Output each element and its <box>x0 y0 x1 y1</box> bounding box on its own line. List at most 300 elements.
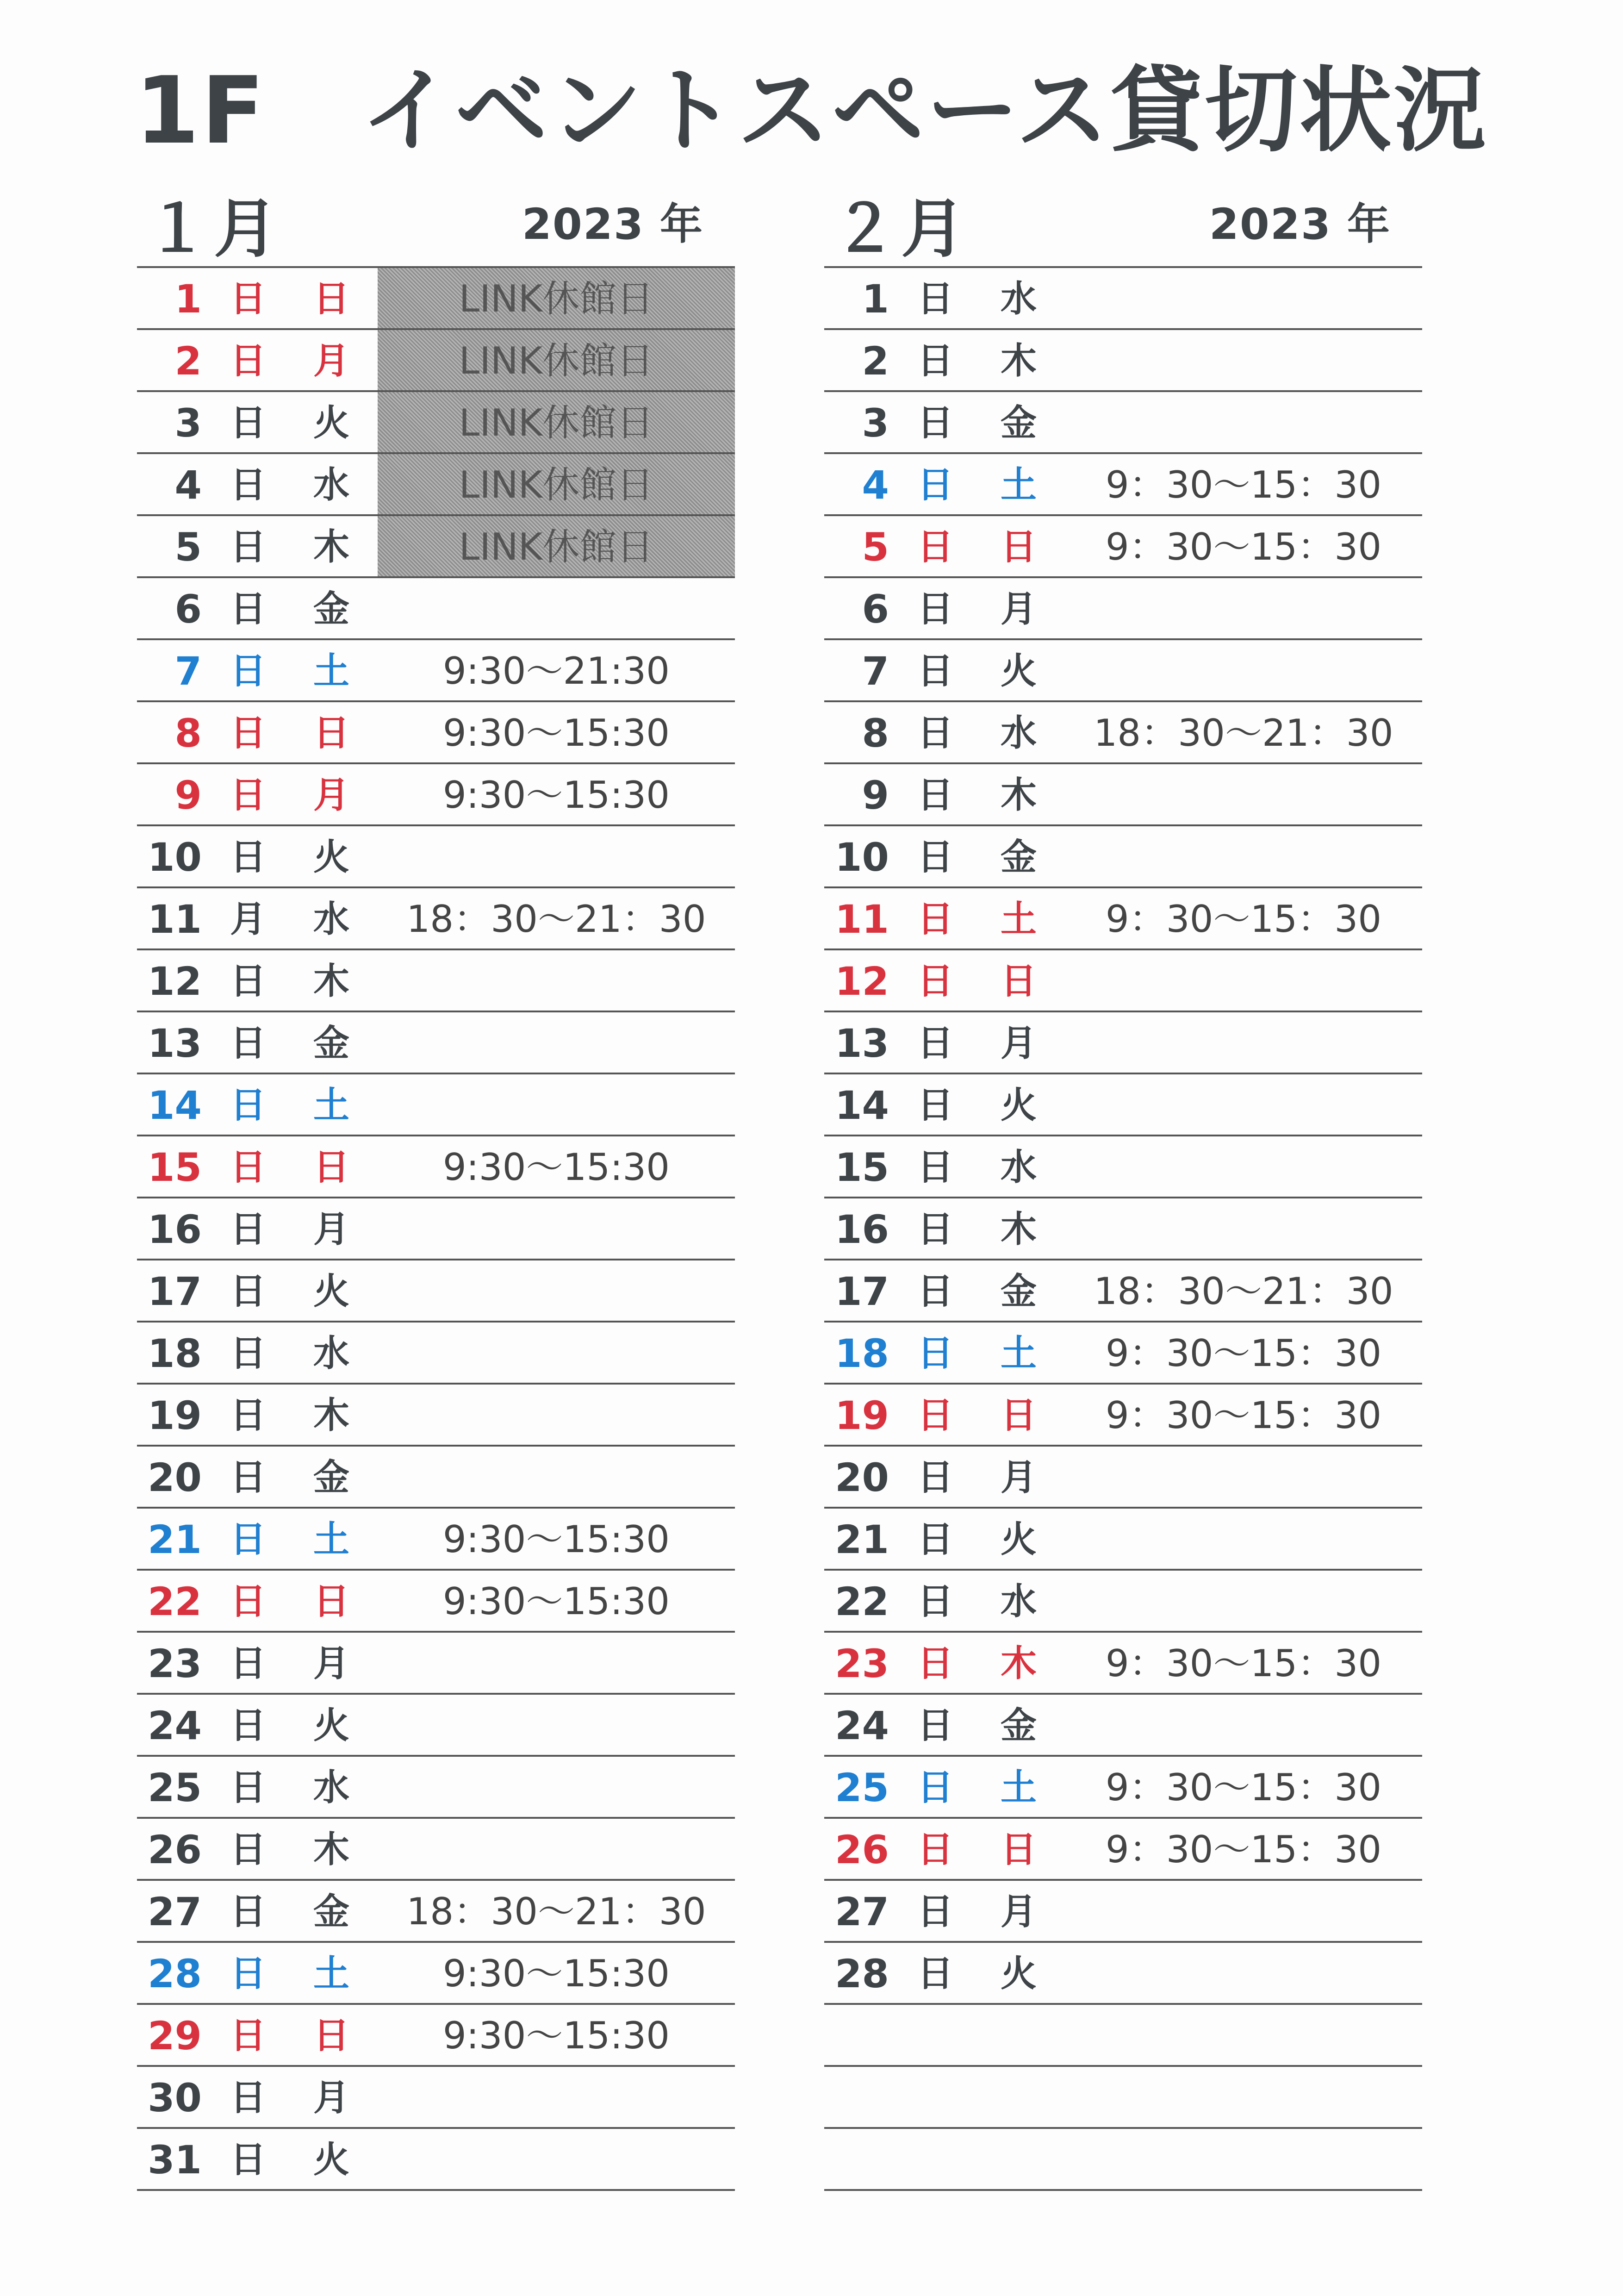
day-number: 10 <box>148 835 202 880</box>
booking-time <box>1065 1012 1422 1073</box>
table-row <box>137 392 735 454</box>
booking-time <box>1065 578 1422 638</box>
weekday: 月 <box>313 774 349 816</box>
closed-note: LINK休館日 <box>378 268 735 328</box>
table-row <box>137 2129 735 2191</box>
table-row <box>824 268 1422 330</box>
schedule-table-january <box>137 266 735 2191</box>
day-number: 18 <box>148 1331 202 1376</box>
table-row <box>137 826 735 888</box>
year-label: 2023 年 <box>1209 200 1391 249</box>
booking-time <box>378 1323 735 1383</box>
table-row <box>137 1943 735 2005</box>
day-unit: 日 <box>230 1519 266 1560</box>
day-number: 29 <box>148 2013 202 2059</box>
table-row <box>824 1323 1422 1385</box>
booking-time <box>1065 950 1422 1011</box>
day-unit: 日 <box>230 1147 266 1188</box>
day-unit: 日 <box>917 278 953 320</box>
day-number: 11 <box>148 897 202 942</box>
booking-time: 9:30～15:30 <box>442 2014 670 2057</box>
day-number: 28 <box>148 1951 202 1997</box>
day-unit: 日 <box>917 1457 953 1498</box>
day-unit: 日 <box>230 1457 266 1498</box>
booking-time: 18：30～21：30 <box>1094 1270 1393 1313</box>
booking-time <box>378 1198 735 1259</box>
table-row <box>137 1695 735 1757</box>
day-number: 2 <box>174 338 202 384</box>
weekday: 日 <box>313 1147 349 1188</box>
day-unit: 日 <box>917 1147 953 1188</box>
table-row <box>137 1819 735 1881</box>
weekday: 木 <box>313 961 349 1002</box>
booking-time: 9:30～15:30 <box>442 774 670 817</box>
schedule-table-february <box>824 266 1422 2191</box>
day-number: 22 <box>835 1579 889 1624</box>
table-row <box>824 1136 1422 1198</box>
day-number: 30 <box>148 2075 202 2121</box>
day-number: 25 <box>835 1765 889 1810</box>
weekday: 火 <box>313 402 349 444</box>
page-title: 1F イベントスペース貸切状況 <box>135 57 1488 165</box>
day-unit: 日 <box>917 774 953 816</box>
day-unit: 日 <box>917 1519 953 1560</box>
booking-time <box>1065 2129 1422 2189</box>
day-number: 22 <box>148 1579 202 1624</box>
booking-time: 9：30～15：30 <box>1105 1828 1382 1871</box>
day-unit: 日 <box>917 402 953 444</box>
booking-time <box>378 2067 735 2127</box>
day-unit: 日 <box>917 836 953 878</box>
booking-time <box>1065 1881 1422 1941</box>
booking-time <box>378 1385 735 1445</box>
day-number: 24 <box>835 1703 889 1748</box>
table-row <box>137 950 735 1012</box>
day-number: 11 <box>835 897 889 942</box>
booking-time: 9：30～15：30 <box>1105 898 1382 941</box>
day-unit: 日 <box>917 1767 953 1809</box>
booking-time: 18：30～21：30 <box>406 898 706 941</box>
month-label: ２月 <box>833 192 970 266</box>
day-number: 3 <box>862 400 889 446</box>
day-unit: 日 <box>230 650 266 692</box>
booking-time <box>1065 2005 1422 2065</box>
weekday: 水 <box>1000 1147 1037 1188</box>
closed-note: LINK休館日 <box>378 516 735 576</box>
day-number: 19 <box>148 1393 202 1438</box>
weekday: 金 <box>1000 836 1037 878</box>
weekday: 日 <box>1000 961 1037 1002</box>
weekday: 土 <box>313 1085 349 1126</box>
weekday: 水 <box>313 464 349 506</box>
weekday: 金 <box>313 1457 349 1498</box>
table-row <box>824 1819 1422 1881</box>
day-number: 21 <box>835 1517 889 1562</box>
day-unit: 日 <box>230 1023 266 1064</box>
day-number <box>824 2005 889 2065</box>
day-unit: 日 <box>230 1209 266 1250</box>
day-number: 6 <box>862 586 889 632</box>
day-number: 4 <box>174 462 202 508</box>
table-row <box>824 1074 1422 1136</box>
day-number: 25 <box>148 1765 202 1810</box>
table-row <box>137 2067 735 2129</box>
day-unit: 日 <box>230 1333 266 1374</box>
day-unit <box>912 2129 958 2189</box>
closed-note: LINK休館日 <box>378 330 735 390</box>
table-row <box>824 826 1422 888</box>
day-number: 16 <box>148 1207 202 1252</box>
day-unit: 日 <box>230 2077 266 2119</box>
weekday: 木 <box>313 1829 349 1871</box>
weekday: 木 <box>1000 1209 1037 1250</box>
weekday: 水 <box>1000 712 1037 754</box>
booking-time <box>378 1012 735 1073</box>
day-number: 7 <box>174 649 202 694</box>
day-number <box>824 2067 889 2127</box>
table-row <box>137 1074 735 1136</box>
day-number: 5 <box>862 524 889 570</box>
table-row <box>824 1509 1422 1571</box>
table-row <box>137 1881 735 1943</box>
day-unit: 日 <box>230 588 266 630</box>
weekday: 金 <box>1000 1271 1037 1312</box>
table-row <box>824 1385 1422 1447</box>
table-row <box>824 2129 1422 2191</box>
table-row <box>137 764 735 826</box>
booking-time <box>1065 1198 1422 1259</box>
table-row <box>824 640 1422 702</box>
booking-time <box>1065 1509 1422 1569</box>
weekday: 金 <box>1000 402 1037 444</box>
booking-time <box>378 1074 735 1135</box>
weekday: 土 <box>313 1953 349 1995</box>
booking-time <box>1065 268 1422 328</box>
weekday: 月 <box>313 2077 349 2119</box>
month-header-february <box>826 190 1428 268</box>
day-number: 2 <box>862 338 889 384</box>
day-unit: 日 <box>230 1643 266 1685</box>
table-row <box>824 1012 1422 1074</box>
table-row <box>824 1695 1422 1757</box>
booking-time <box>1065 1074 1422 1135</box>
weekday: 日 <box>1000 1395 1037 1436</box>
day-number: 9 <box>862 773 889 818</box>
table-row <box>824 888 1422 950</box>
month-label: １月 <box>145 192 283 266</box>
table-row <box>824 392 1422 454</box>
day-unit: 日 <box>917 1891 953 1933</box>
day-unit: 日 <box>917 1333 953 1374</box>
weekday: 土 <box>1000 1333 1037 1374</box>
table-row <box>824 2067 1422 2129</box>
booking-time <box>1065 640 1422 700</box>
table-row <box>824 764 1422 826</box>
day-unit: 日 <box>230 836 266 878</box>
day-unit: 日 <box>230 1891 266 1933</box>
weekday: 日 <box>313 2015 349 2057</box>
day-unit: 日 <box>917 1023 953 1064</box>
booking-time <box>378 1447 735 1507</box>
day-unit: 日 <box>917 1829 953 1871</box>
weekday: 土 <box>313 650 349 692</box>
day-number: 16 <box>835 1207 889 1252</box>
booking-time <box>1065 1695 1422 1755</box>
weekday: 月 <box>313 340 349 382</box>
day-number: 10 <box>835 835 889 880</box>
weekday: 月 <box>1000 1891 1037 1933</box>
day-unit: 日 <box>917 1581 953 1622</box>
table-row <box>824 1881 1422 1943</box>
booking-time: 9:30～21:30 <box>442 649 670 693</box>
booking-time: 9:30～15:30 <box>442 1952 670 1995</box>
weekday <box>991 2005 1046 2065</box>
table-row <box>824 2005 1422 2067</box>
day-number: 1 <box>862 276 889 322</box>
weekday: 木 <box>1000 340 1037 382</box>
day-unit: 日 <box>230 1085 266 1126</box>
day-number: 26 <box>835 1827 889 1872</box>
booking-time <box>1065 764 1422 824</box>
weekday: 日 <box>313 1581 349 1622</box>
table-row <box>824 330 1422 392</box>
weekday: 水 <box>313 898 349 940</box>
weekday: 火 <box>313 2139 349 2181</box>
day-unit: 日 <box>917 588 953 630</box>
weekday: 金 <box>1000 1705 1037 1747</box>
day-unit: 日 <box>917 1953 953 1995</box>
day-unit: 日 <box>230 1767 266 1809</box>
day-unit: 日 <box>917 1643 953 1685</box>
weekday: 月 <box>1000 588 1037 630</box>
closed-note: LINK休館日 <box>378 454 735 514</box>
day-unit: 日 <box>917 1271 953 1312</box>
day-unit: 日 <box>230 1581 266 1622</box>
day-unit: 日 <box>230 2015 266 2057</box>
table-row <box>137 578 735 640</box>
booking-time <box>378 2129 735 2189</box>
weekday: 土 <box>1000 898 1037 940</box>
weekday: 火 <box>1000 650 1037 692</box>
day-number: 23 <box>148 1641 202 1686</box>
booking-time: 9：30～15：30 <box>1105 463 1382 506</box>
weekday: 金 <box>313 1891 349 1933</box>
table-row <box>137 268 735 330</box>
weekday: 火 <box>313 1271 349 1312</box>
day-number: 19 <box>835 1393 889 1438</box>
day-unit: 日 <box>917 526 953 568</box>
weekday: 木 <box>1000 1643 1037 1685</box>
table-row <box>824 578 1422 640</box>
day-number: 15 <box>835 1145 889 1190</box>
table-row <box>137 702 735 764</box>
table-row <box>137 1136 735 1198</box>
day-unit <box>912 2067 958 2127</box>
day-unit: 日 <box>230 961 266 1002</box>
booking-time <box>378 1260 735 1321</box>
booking-time <box>378 578 735 638</box>
weekday: 水 <box>1000 278 1037 320</box>
booking-time <box>378 826 735 886</box>
table-row <box>824 1571 1422 1633</box>
day-number: 27 <box>148 1889 202 1934</box>
day-unit: 日 <box>230 712 266 754</box>
day-number: 31 <box>148 2137 202 2183</box>
table-row <box>137 1757 735 1819</box>
day-number: 26 <box>148 1827 202 1872</box>
booking-time: 9：30～15：30 <box>1105 1332 1382 1375</box>
day-number: 23 <box>835 1641 889 1686</box>
booking-time <box>1065 2067 1422 2127</box>
weekday: 木 <box>313 1395 349 1436</box>
day-number: 20 <box>148 1455 202 1500</box>
table-row <box>137 1012 735 1074</box>
weekday: 金 <box>313 588 349 630</box>
day-unit: 日 <box>917 650 953 692</box>
booking-time: 9:30～15:30 <box>442 1580 670 1623</box>
day-unit: 月 <box>230 898 266 940</box>
day-unit: 日 <box>917 464 953 506</box>
booking-time <box>1065 1136 1422 1197</box>
booking-time: 9：30～15：30 <box>1105 1766 1382 1809</box>
day-unit: 日 <box>917 898 953 940</box>
weekday: 月 <box>313 1643 349 1685</box>
table-row <box>824 1447 1422 1509</box>
day-number: 9 <box>174 773 202 818</box>
day-number: 13 <box>148 1021 202 1066</box>
table-row <box>137 1633 735 1695</box>
booking-time <box>378 950 735 1011</box>
day-number: 14 <box>835 1083 889 1128</box>
day-number: 4 <box>862 462 889 508</box>
day-unit: 日 <box>230 2139 266 2181</box>
table-row <box>137 640 735 702</box>
booking-time <box>378 1695 735 1755</box>
weekday: 日 <box>313 712 349 754</box>
day-unit: 日 <box>917 961 953 1002</box>
day-unit: 日 <box>917 1209 953 1250</box>
closed-note: LINK休館日 <box>378 392 735 452</box>
weekday: 月 <box>1000 1457 1037 1498</box>
table-row <box>824 516 1422 578</box>
table-row <box>137 888 735 950</box>
booking-time: 9：30～15：30 <box>1105 525 1382 568</box>
day-unit: 日 <box>230 1953 266 1995</box>
table-row <box>824 1633 1422 1695</box>
booking-time <box>378 1819 735 1879</box>
day-unit: 日 <box>230 774 266 816</box>
table-row <box>824 950 1422 1012</box>
month-header-january <box>139 190 740 268</box>
table-row <box>824 1198 1422 1260</box>
day-number: 8 <box>174 711 202 756</box>
table-row <box>824 1260 1422 1323</box>
day-unit: 日 <box>230 402 266 444</box>
booking-time: 9：30～15：30 <box>1105 1394 1382 1437</box>
booking-time: 9:30～15:30 <box>442 1146 670 1189</box>
day-unit: 日 <box>230 340 266 382</box>
booking-time: 9：30～15：30 <box>1105 1642 1382 1685</box>
weekday: 土 <box>1000 464 1037 506</box>
weekday: 月 <box>1000 1023 1037 1064</box>
day-number: 7 <box>862 649 889 694</box>
day-number: 21 <box>148 1517 202 1562</box>
day-number: 24 <box>148 1703 202 1748</box>
day-unit: 日 <box>917 1085 953 1126</box>
day-unit: 日 <box>917 1395 953 1436</box>
day-number: 17 <box>148 1269 202 1314</box>
table-row <box>824 1757 1422 1819</box>
booking-time: 18：30～21：30 <box>406 1890 706 1933</box>
booking-time <box>1065 392 1422 452</box>
day-number: 8 <box>862 711 889 756</box>
day-unit: 日 <box>230 278 266 320</box>
weekday: 日 <box>313 278 349 320</box>
year-label: 2023 年 <box>522 200 703 249</box>
day-number: 17 <box>835 1269 889 1314</box>
day-unit: 日 <box>917 1705 953 1747</box>
day-number: 14 <box>148 1083 202 1128</box>
table-row <box>137 1198 735 1260</box>
booking-time <box>1065 1943 1422 2003</box>
weekday: 水 <box>1000 1581 1037 1622</box>
weekday: 金 <box>313 1023 349 1064</box>
weekday: 日 <box>1000 526 1037 568</box>
table-row <box>824 1943 1422 2005</box>
day-number: 5 <box>174 524 202 570</box>
day-unit: 日 <box>230 526 266 568</box>
day-unit: 日 <box>917 340 953 382</box>
weekday: 水 <box>313 1767 349 1809</box>
day-unit: 日 <box>230 464 266 506</box>
day-number: 13 <box>835 1021 889 1066</box>
weekday: 火 <box>1000 1953 1037 1995</box>
booking-time: 9:30～15:30 <box>442 1518 670 1561</box>
weekday: 火 <box>1000 1519 1037 1560</box>
day-number <box>824 2129 889 2189</box>
day-number: 20 <box>835 1455 889 1500</box>
weekday <box>991 2067 1046 2127</box>
table-row <box>824 702 1422 764</box>
day-number: 1 <box>174 276 202 322</box>
weekday: 日 <box>1000 1829 1037 1871</box>
day-unit: 日 <box>230 1271 266 1312</box>
weekday: 木 <box>1000 774 1037 816</box>
weekday <box>991 2129 1046 2189</box>
booking-time: 18：30～21：30 <box>1094 711 1393 755</box>
table-row <box>137 330 735 392</box>
table-row <box>137 1571 735 1633</box>
booking-time <box>1065 330 1422 390</box>
weekday: 火 <box>1000 1085 1037 1126</box>
booking-time <box>1065 1447 1422 1507</box>
day-unit: 日 <box>230 1829 266 1871</box>
table-row <box>824 454 1422 516</box>
booking-time <box>1065 1571 1422 1631</box>
booking-time <box>1065 826 1422 886</box>
table-row <box>137 1323 735 1385</box>
table-row <box>137 516 735 578</box>
weekday: 土 <box>313 1519 349 1560</box>
weekday: 火 <box>313 836 349 878</box>
day-unit <box>912 2005 958 2065</box>
table-row <box>137 1385 735 1447</box>
day-unit: 日 <box>230 1705 266 1747</box>
weekday: 木 <box>313 526 349 568</box>
table-row <box>137 454 735 516</box>
table-row <box>137 2005 735 2067</box>
day-number: 12 <box>835 959 889 1004</box>
